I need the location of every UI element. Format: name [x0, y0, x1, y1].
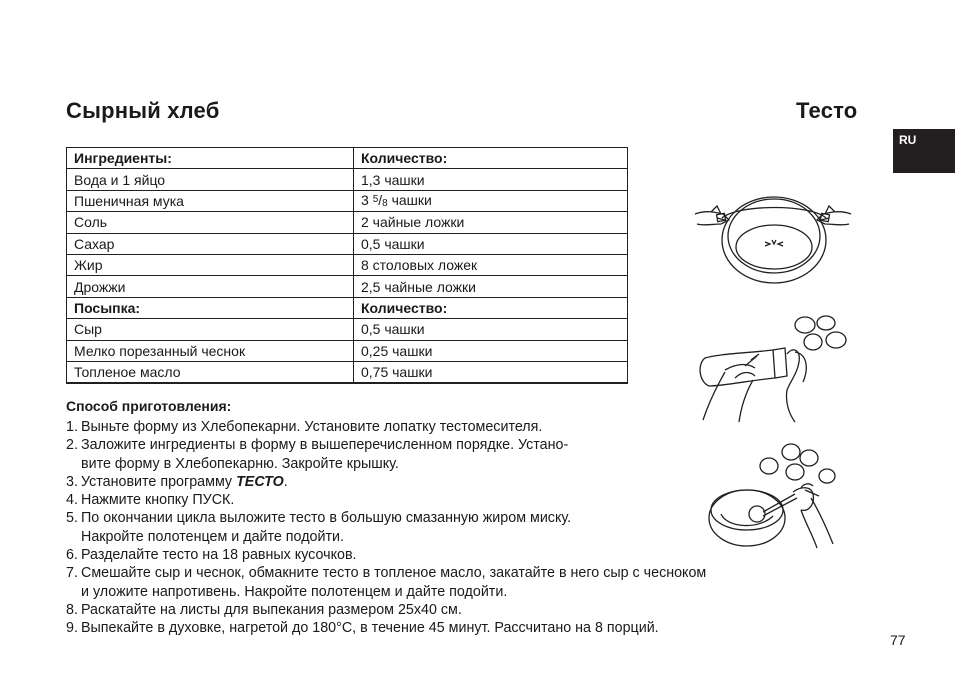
ingredient-qty: 2 чайные ложки [354, 212, 628, 233]
ingredient-name: Вода и 1 яйцо [67, 169, 354, 190]
list-item: 8. Раскатайте на листы для выпекания размером 25х40 см. [66, 601, 462, 618]
list-item: 7. Смешайте сыр и чеснок, обмакните тесто в топленое масло, закатайте в него сыр с чесноком и уложите напротивень. Накройте полотенцем и дайте подойти. [66, 565, 707, 600]
program-name: ТЕСТО [236, 473, 284, 490]
ingredients-table [66, 147, 628, 384]
ingredient-name: Соль [67, 212, 354, 233]
topping-qty: 0,5 чашки [354, 319, 628, 340]
table-header-row [67, 148, 628, 169]
table-row [67, 233, 628, 254]
section-title: Тесто [796, 98, 858, 123]
table-row [67, 276, 628, 297]
page-title: Сырный хлеб [66, 98, 220, 123]
method-steps [66, 418, 786, 638]
ingredient-name: Сахар [67, 233, 354, 254]
list-item: 9. Выпекайте в духовке, нагретой до 180°С, в течение 45 минут. Рассчитано на 8 порций. [66, 620, 659, 637]
list-item: 3. Установите программу ТЕСТО. [66, 473, 288, 490]
list-item: 4. Нажмите кнопку ПУСК. [66, 492, 235, 509]
ingredient-qty: 1,3 чашки [354, 169, 628, 190]
table-row [67, 169, 628, 190]
table-row [67, 340, 628, 361]
ingredient-qty: 0,5 чашки [354, 233, 628, 254]
table-header-cell: Количество: [354, 148, 628, 169]
table-row [67, 319, 628, 340]
table-row [67, 361, 628, 382]
rolling-dough-illustration [695, 310, 855, 425]
list-item: 2. Заложите ингредиенты в форму в вышеперечисленном порядке. Устано- вите форму в Хлебопекарню. Закройте крышку. [66, 437, 569, 472]
topping-name: Топленое масло [67, 361, 354, 382]
method-title: Способ приготовления: [66, 398, 232, 414]
ingredient-name: Дрожжи [67, 276, 354, 297]
table-header-cell: Ингредиенты: [67, 148, 354, 169]
ingredient-name: Жир [67, 254, 354, 275]
list-item: 6. Разделайте тесто на 18 равных кусочков. [66, 547, 357, 564]
ingredient-qty: 2,5 чайные ложки [354, 276, 628, 297]
page-number: 77 [890, 632, 906, 648]
table-header-row [67, 297, 628, 318]
list-item: 1. Выньте форму из Хлебопекарни. Установите лопатку тестомесителя. [66, 419, 543, 435]
ingredient-qty: 8 столовых ложек [354, 254, 628, 275]
table-row [67, 190, 628, 211]
topping-qty: 0,75 чашки [354, 361, 628, 382]
table-row [67, 212, 628, 233]
table-header-cell: Посыпка: [67, 297, 354, 318]
topping-qty: 0,25 чашки [354, 340, 628, 361]
table-row [67, 254, 628, 275]
ingredient-name: Пшеничная мука [67, 190, 354, 211]
list-item: 5. По окончании цикла выложите тесто в большую смазанную жиром миску. Накройте полотенцем и дайте подойти. [66, 510, 572, 545]
topping-name: Мелко порезанный чеснок [67, 340, 354, 361]
table-header-cell: Количество: [354, 297, 628, 318]
ingredient-qty: 3 $^5$/8 чашки [354, 190, 628, 211]
dipping-dough-illustration [697, 438, 857, 553]
topping-name: Сыр [67, 319, 354, 340]
language-tab: RU [893, 129, 955, 173]
bread-pan-illustration [693, 190, 853, 295]
